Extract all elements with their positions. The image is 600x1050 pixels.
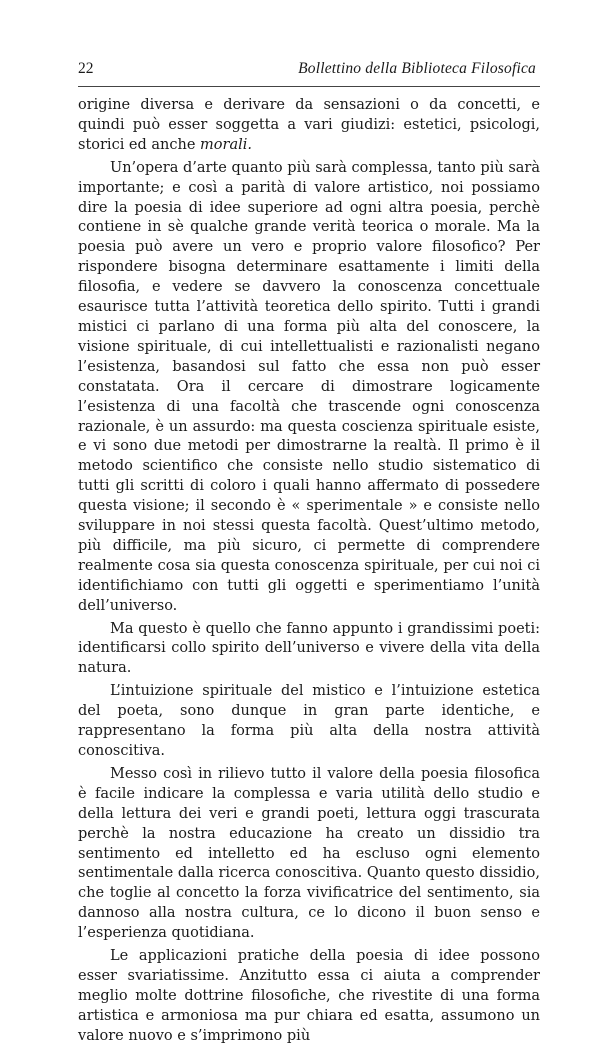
paragraph-2: Un’opera d’arte quanto più sarà complessa, tanto più sarà importante; e così a parità di valore artistico, noi possiamo dire la poesia di idee superiore ad ogni altra poesia, perchè contiene in sè qualche grande verità teorica o morale. Ma la poesia può avere un vero e proprio valore filosofico? Per rispondere bisogna determinare esattamente i limiti della filosofia, e vedere se davvero la conoscenza concettuale esaurisce tutta l’attività teoretica dello spirito. Tutti i grandi mistici ci parlano di una forma più alta del conoscere, la visione spirituale, di cui intellettualisti e razionalisti negano l’esistenza, basandosi sul fatto che essa non può esser constatata. Ora il cercare di dimostrare logicamente l’esistenza di una facoltà che trascende ogni conoscenza razionale, è un assurdo: ma questa coscienza spirituale esiste, e vi sono due metodi per dimostrarne la realtà. Il primo è il metodo scientifico che consiste nello studio sistematico di tutti gli scritti di coloro i quali hanno affermato di possedere questa visione; il secondo è « sperimentale » e consiste nello sviluppare in noi stessi questa facoltà. Quest’ultimo metodo, più difficile, ma più sicuro, ci permette di comprendere realmente cosa sia questa conoscenza spirituale, per cui noi ci identifichiamo con tutti gli oggetti e sperimentiamo l’unità dell’universo. [78, 159, 540, 614]
page-header [78, 60, 540, 82]
page-number: 22 [78, 60, 94, 77]
paragraph-1 [78, 96, 540, 156]
paragraph-1-italic: morali. [200, 136, 252, 153]
running-title: Bollettino della Biblioteca Filosofica [298, 60, 536, 77]
paragraph-5: Messo così in rilievo tutto il valore della poesia filosofica è facile indicare la complessa e varia utilità dello studio e della lettura dei veri e grandi poeti, lettura oggi trascurata perchè la nostra educazione ha creato un dissidio tra sentimento ed intelletto ed ha escluso ogni elemento sentimentale dalla ricerca conoscitiva. Quanto questo dissidio, che toglie al concetto la forza vivificatrice del sentimento, sia dannoso alla nostra cultura, ce lo dicono il buon senso e l’esperienza quotidiana. [78, 765, 540, 942]
paragraph-4: L’intuizione spirituale del mistico e l’intuizione estetica del poeta, sono dunque in gran parte identiche, e rappresentano la forma più alta della nostra attività conoscitiva. [78, 683, 540, 759]
header-rule [78, 86, 540, 87]
body-text [78, 96, 540, 1050]
paragraph-3: Ma questo è quello che fanno appunto i grandissimi poeti: identificarsi collo spirito dell’universo e vivere della vita della natura. [78, 620, 540, 677]
paragraph-6: Le applicazioni pratiche della poesia di idee possono esser svariatissime. Anzitutto essa ci aiuta a comprender meglio molte dottrine filosofiche, che rivestite di una forma artistica e armoniosa ma pur chiara ed esatta, assumono un valore nuovo e s’imprimono più [78, 948, 540, 1044]
paragraph-1-text: origine diversa e derivare da sensazioni o da concetti, e quindi può esser soggetta a vari giudizi: estetici, psicologi, storici ed anche [78, 97, 540, 153]
